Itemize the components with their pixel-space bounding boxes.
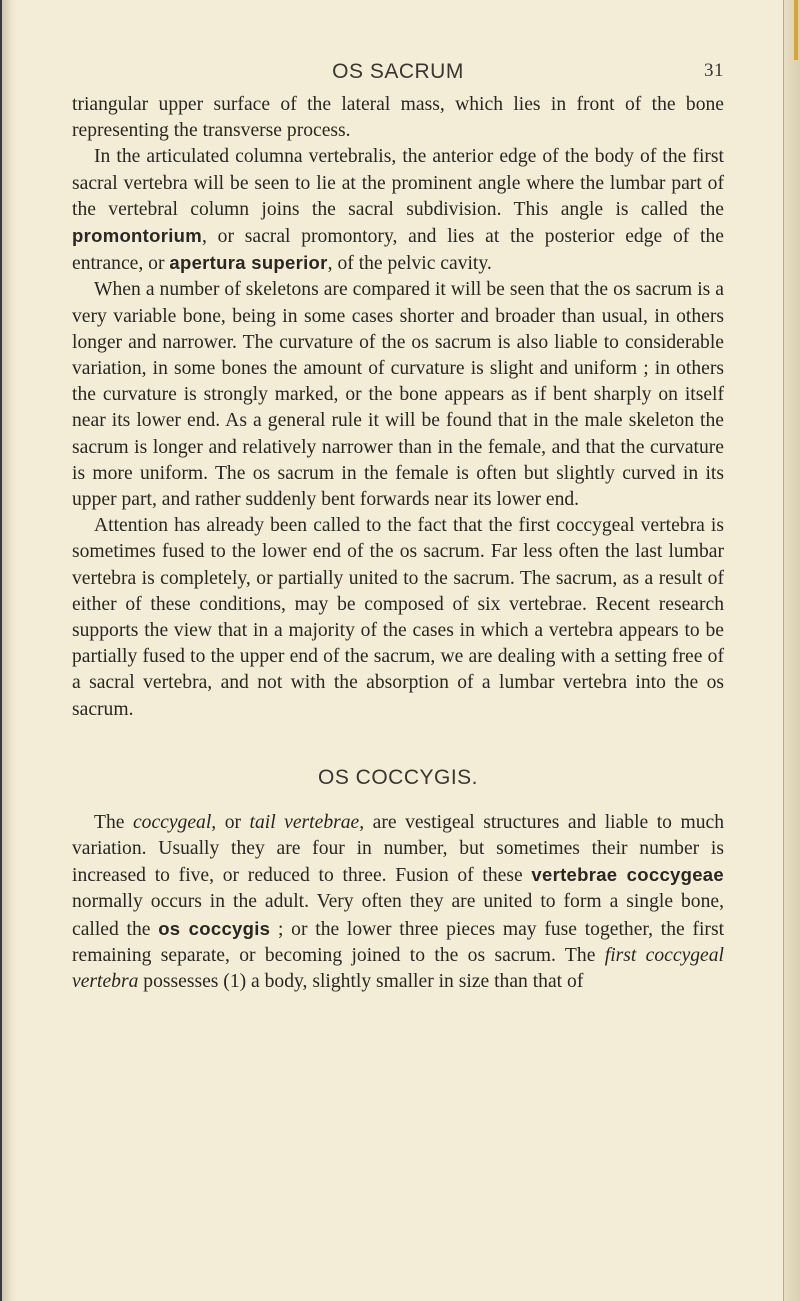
term-vertebrae-coccygeae: vertebrae coccygeae	[531, 864, 724, 886]
paragraph-1	[72, 92, 724, 144]
book-page	[72, 60, 724, 995]
paragraph-4-text: Attention has already been called to the fact that the first coccygeal vertebra is sometimes fused to the lower end of the os sacrum. Far less often the last lumbar vertebra is completely, or partially united to the sacrum. The sacrum, as a result of either of these conditions, may be composed of six vertebrae. Recent research supports the view that in a majority of the cases in which a vertebra appears to be partially fused to the upper end of the sacrum, we are dealing with a setting free of a sacral vertebra, and not with the absorption of a lumbar vertebra into the os sacrum.	[72, 515, 724, 720]
paragraph-5	[72, 810, 724, 995]
paragraph-5-text-a: The	[94, 811, 133, 833]
page-edge-right	[783, 0, 800, 1301]
paragraph-3-text: When a number of skeletons are compared it will be seen that the os sacrum is a very variable bone, being in some cases shorter and broader than usual, in others longer and narrower. The curvature of the os sacrum is also liable to considerable variation, in some bones the amount of curvature is slight and uniform ; in others the curvature is strongly marked, or the bone appears as if bent sharply on itself near its lower end. As a general rule it will be found that in the male skeleton the sacrum is longer and relatively narrower than in the female, and that the curvature is more uniform. The os sacrum in the female is often but slightly curved in its upper part, and rather suddenly bent forwards near its lower end.	[72, 279, 724, 511]
paragraph-2-text-c: , of the pelvic cavity.	[327, 253, 492, 275]
paragraph-2-text-a: In the articulated columna vertebralis, the anterior edge of the body of the first sacral vertebra will be seen to lie at the prominent angle where the lumbar part of the vertebral column joins the sacral subdivision. This angle is called the	[72, 146, 724, 220]
paragraph-5-text-f: possesses (1) a body, slightly smaller in size than that of	[138, 971, 584, 993]
paragraph-5-text-e: ; or the lower three pieces may fuse together, the first remaining separate, or becoming joined to the os sacrum. The	[72, 918, 725, 966]
paragraph-4	[72, 513, 724, 723]
paragraph-5-text-d: normally occurs in the adult. Very often they are united to form a single bone, called the	[72, 891, 724, 940]
section-heading: OS COCCYGIS.	[317, 765, 479, 789]
running-head-title: OS SACRUM	[332, 60, 464, 83]
term-coccygeal: coccygeal,	[132, 811, 217, 833]
term-first-coccygeal-vertebra: first coccygeal vertebra	[72, 944, 724, 993]
paragraph-2	[72, 144, 724, 277]
page-number: 31	[704, 60, 724, 81]
term-promontorium: promontorium	[72, 225, 203, 247]
running-head	[72, 60, 724, 92]
page-gutter-left	[0, 0, 16, 1301]
paragraph-2-text-b: , or sacral promontory, and lies at the posterior edge of the entrance, or	[72, 226, 724, 275]
paragraph-1-text: triangular upper surface of the lateral mass, which lies in front of the bone representing the transverse process.	[72, 94, 724, 142]
term-tail-vertebrae: tail vertebrae,	[249, 811, 365, 833]
term-apertura-superior: apertura superior	[169, 252, 328, 274]
paragraph-5-text-b: or	[216, 811, 250, 833]
paragraph-3	[72, 277, 724, 513]
term-os-coccygis: os coccygis	[158, 917, 271, 939]
paragraph-5-text-c: are vestigeal structures and liable to much variation. Usually they are four in number, but sometimes their number is increased to five, or reduced to three. Fusion of these	[72, 811, 724, 887]
